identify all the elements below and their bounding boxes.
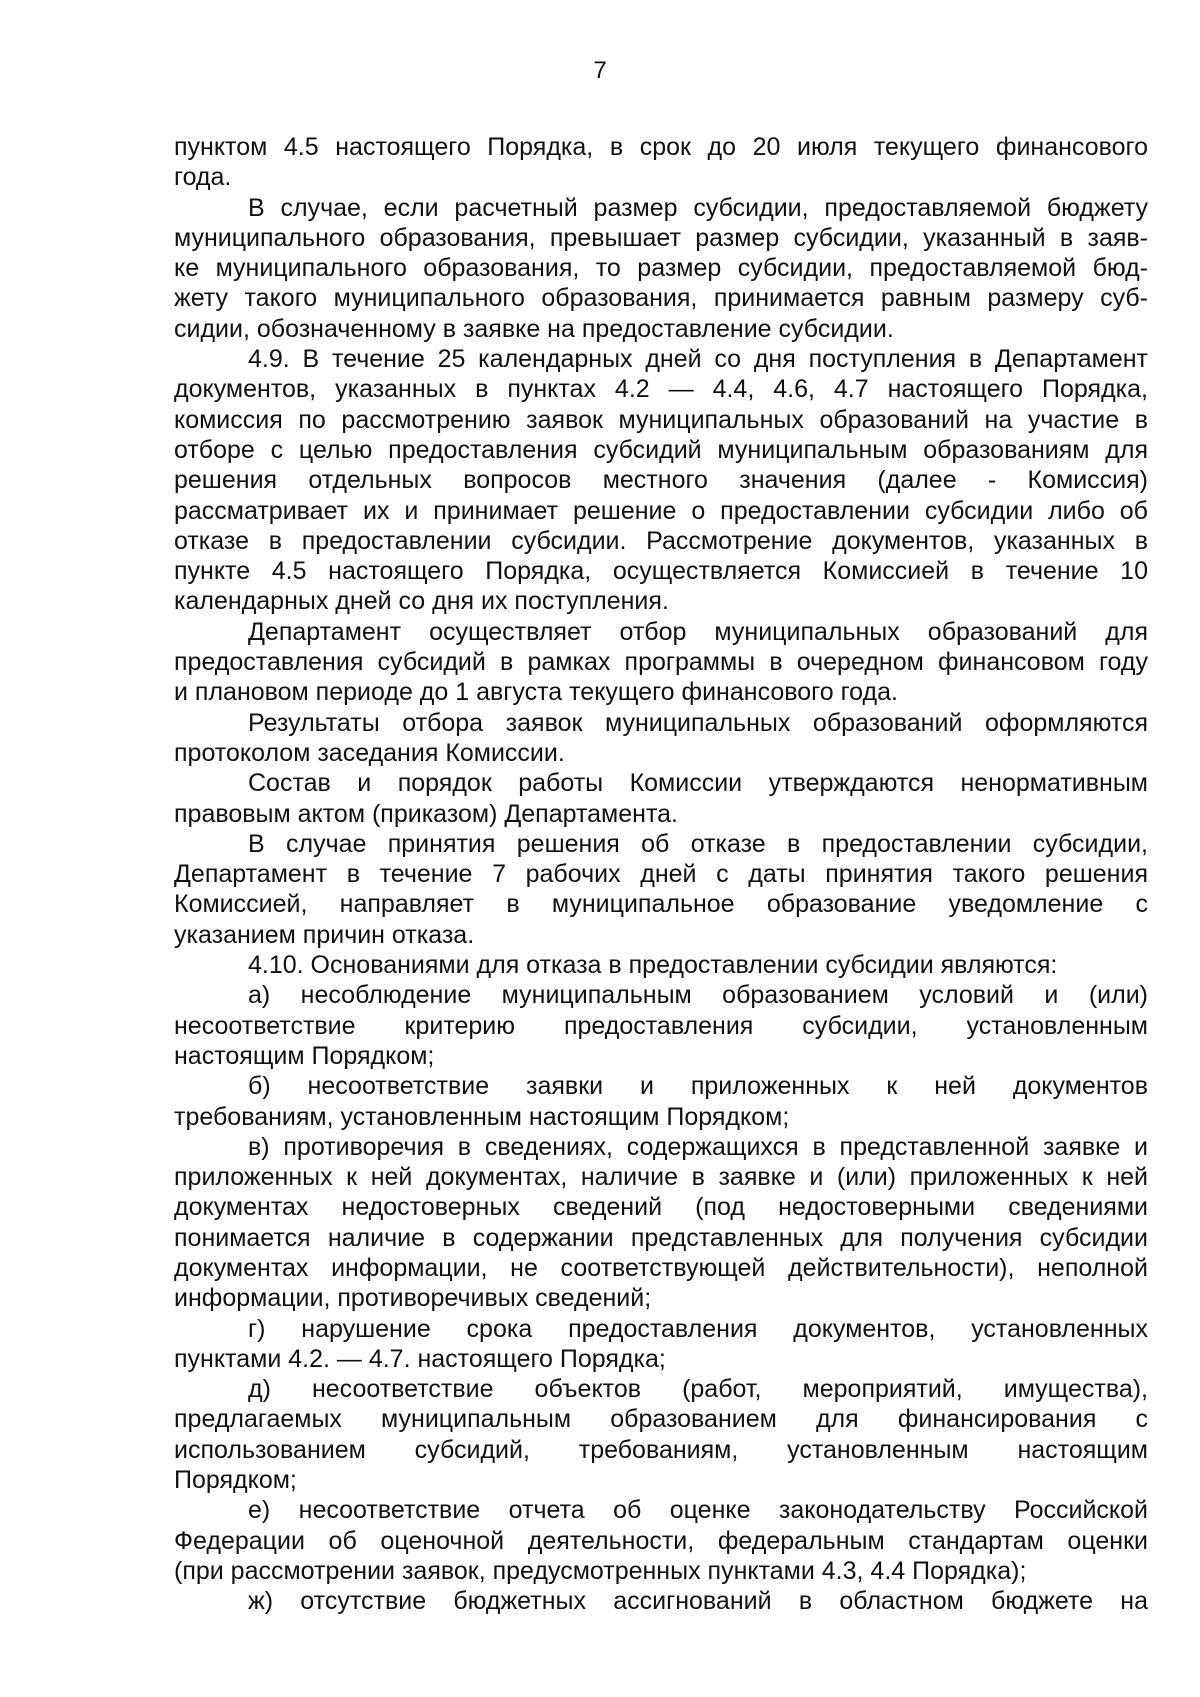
- text-line: а) несоблюдение муниципальным образованием условий и (или): [248, 981, 1148, 1010]
- text-line: рассматривает их и принимает решение о предоставлении субсидии либо об: [174, 496, 1148, 525]
- text-line: Состав и порядок работы Комиссии утверждаются ненормативным: [248, 769, 1148, 798]
- text-line: использованием субсидий, требованиям, установленным настоящим: [174, 1435, 1148, 1464]
- paragraph: [174, 1132, 1148, 1314]
- text-line: отказе в предоставлении субсидии. Рассмотрение документов, указанных в: [174, 526, 1148, 555]
- text-line: Федерации об оценочной деятельности, федеральным стандартам оценки: [174, 1526, 1148, 1555]
- text-line: е) несоответствие отчета об оценке законодательству Российской: [248, 1496, 1148, 1525]
- text-line: требованиям, установленным настоящим Порядком;: [174, 1102, 790, 1131]
- text-line: в) противоречия в сведениях, содержащихся в представленной заявке и: [248, 1132, 1148, 1161]
- paragraph: [174, 768, 1148, 829]
- text-line: приложенных к ней документах, наличие в заявке и (или) приложенных к ней: [174, 1163, 1148, 1192]
- text-line: 4.10. Основаниями для отказа в предоставлении субсидии являются:: [248, 951, 1058, 980]
- text-line: предоставления субсидий в рамках программы в очередном финансовом году: [174, 648, 1148, 677]
- text-line: предлагаемых муниципальным образованием для финансирования с: [174, 1405, 1148, 1434]
- text-line: и плановом периоде до 1 августа текущего финансового года.: [174, 678, 898, 707]
- document-body: [174, 132, 1148, 1617]
- text-line: несоответствие критерию предоставления субсидии, установленным: [174, 1011, 1148, 1040]
- paragraph: [174, 950, 1148, 980]
- text-line: комиссия по рассмотрению заявок муниципальных образований на участие в: [174, 405, 1148, 434]
- text-line: В случае, если расчетный размер субсидии, предоставляемой бюджету: [248, 193, 1148, 222]
- text-line: жету такого муниципального образования, принимается равным размеру суб-: [174, 284, 1148, 313]
- page-number: 7: [593, 57, 607, 84]
- paragraph: [174, 980, 1148, 1071]
- paragraph: [174, 193, 1148, 344]
- text-line: В случае принятия решения об отказе в предоставлении субсидии,: [248, 829, 1148, 858]
- text-line: отборе с целью предоставления субсидий муниципальным образованиям для: [174, 435, 1148, 464]
- text-line: документах недостоверных сведений (под недостоверными сведениями: [174, 1193, 1148, 1222]
- text-line: Департамент в течение 7 рабочих дней с даты принятия такого решения: [174, 860, 1148, 889]
- text-line: правовым актом (приказом) Департамента.: [174, 799, 678, 828]
- text-line: указанием причин отказа.: [174, 920, 475, 949]
- paragraph: [174, 132, 1148, 193]
- text-line: г) нарушение срока предоставления документов, установленных: [248, 1314, 1148, 1343]
- paragraph: [174, 708, 1148, 769]
- paragraph: [174, 1314, 1148, 1375]
- paragraph: [174, 1071, 1148, 1132]
- text-line: д) несоответствие объектов (работ, мероприятий, имущества),: [248, 1375, 1148, 1404]
- text-line: пункте 4.5 настоящего Порядка, осуществляется Комиссией в течение 10: [174, 557, 1148, 586]
- text-line: пунктами 4.2. — 4.7. настоящего Порядка;: [174, 1344, 666, 1373]
- text-line: решения отдельных вопросов местного значения (далее - Комиссия): [174, 466, 1148, 495]
- paragraph: [174, 1495, 1148, 1586]
- text-line: года.: [174, 163, 232, 192]
- paragraph: [174, 344, 1148, 617]
- text-line: Порядком;: [174, 1466, 297, 1495]
- text-line: документах информации, не соответствующей действительности), неполной: [174, 1253, 1148, 1282]
- paragraph: [174, 617, 1148, 708]
- text-line: ж) отсутствие бюджетных ассигнований в областном бюджете на: [248, 1587, 1148, 1616]
- text-line: пунктом 4.5 настоящего Порядка, в срок до 20 июля текущего финансового: [174, 133, 1148, 161]
- text-line: документов, указанных в пунктах 4.2 — 4.4, 4.6, 4.7 настоящего Порядка,: [174, 375, 1148, 404]
- text-line: Комиссией, направляет в муниципальное образование уведомление с: [174, 890, 1148, 919]
- text-line: ке муниципального образования, то размер субсидии, предоставляемой бюд-: [174, 254, 1148, 283]
- text-line: сидии, обозначенному в заявке на предоставление субсидии.: [174, 314, 894, 343]
- text-line: 4.9. В течение 25 календарных дней со дня поступления в Департамент: [248, 345, 1148, 374]
- paragraph: [174, 1586, 1148, 1616]
- text-line: (при рассмотрении заявок, предусмотренных пунктами 4.3, 4.4 Порядка);: [174, 1556, 1027, 1585]
- paragraph: [174, 1374, 1148, 1495]
- text-line: Департамент осуществляет отбор муниципальных образований для: [248, 617, 1148, 646]
- text-line: протоколом заседания Комиссии.: [174, 738, 565, 767]
- text-line: б) несоответствие заявки и приложенных к ней документов: [248, 1072, 1148, 1101]
- text-line: муниципального образования, превышает размер субсидии, указанный в заяв-: [174, 223, 1148, 252]
- text-line: календарных дней со дня их поступления.: [174, 587, 669, 616]
- paragraph: [174, 829, 1148, 950]
- text-line: понимается наличие в содержании представленных для получения субсидии: [174, 1223, 1148, 1252]
- text-line: Результаты отбора заявок муниципальных образований оформляются: [248, 708, 1148, 737]
- text-line: настоящим Порядком;: [174, 1041, 435, 1070]
- text-line: информации, противоречивых сведений;: [174, 1284, 652, 1313]
